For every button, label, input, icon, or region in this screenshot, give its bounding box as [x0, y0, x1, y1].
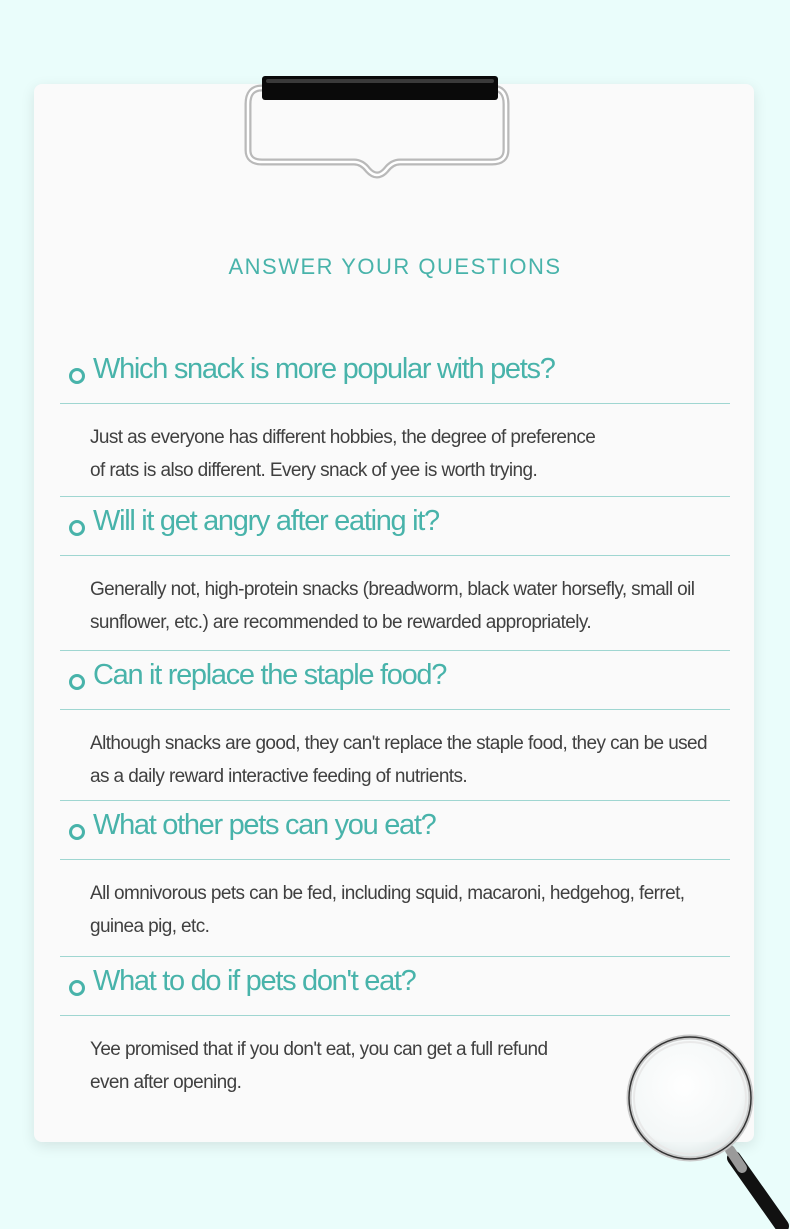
- answer-line: Although snacks are good, they can't replace the staple food, they can be used: [90, 733, 707, 754]
- question-row: [60, 651, 730, 709]
- answer-text: [90, 860, 730, 943]
- answer-line: even after opening.: [90, 1072, 242, 1093]
- question-row: [60, 957, 730, 1015]
- question-text: Will it get angry after eating it?: [93, 505, 439, 537]
- question-row: [60, 497, 730, 555]
- answer-line: Yee promised that if you don't eat, you can get a full refund: [90, 1039, 548, 1060]
- circle-bullet-icon: [69, 980, 85, 996]
- magnifying-glass-icon: [622, 1030, 790, 1229]
- answer-text: [90, 404, 730, 487]
- question-text: Can it replace the staple food?: [93, 659, 447, 691]
- circle-bullet-icon: [69, 368, 85, 384]
- answer-line: as a daily reward interactive feeding of nutrients.: [90, 766, 468, 787]
- answer-text: [90, 556, 730, 639]
- answer-line: Generally not, high-protein snacks (breadworm, black water horsefly, small oil: [90, 579, 695, 600]
- question-text: Which snack is more popular with pets?: [93, 353, 555, 385]
- question-text: What other pets can you eat?: [93, 809, 436, 841]
- question-text: What to do if pets don't eat?: [93, 965, 416, 997]
- faq-item-4: [60, 800, 730, 943]
- question-row: [60, 345, 730, 403]
- answer-line: guinea pig, etc.: [90, 916, 210, 937]
- answer-line: of rats is also different. Every snack of yee is worth trying.: [90, 460, 538, 481]
- faq-item-1: [60, 345, 730, 487]
- answer-line: sunflower, etc.) are recommended to be rewarded appropriately.: [90, 612, 592, 633]
- answer-text: [90, 710, 730, 793]
- answer-line: Just as everyone has different hobbies, the degree of preference: [90, 427, 596, 448]
- faq-item-3: [60, 650, 730, 793]
- faq-item-2: [60, 496, 730, 639]
- circle-bullet-icon: [69, 824, 85, 840]
- page-title: ANSWER YOUR QUESTIONS: [228, 254, 562, 279]
- circle-bullet-icon: [69, 520, 85, 536]
- answer-line: All omnivorous pets can be fed, including squid, macaroni, hedgehog, ferret,: [90, 883, 685, 904]
- question-row: [60, 801, 730, 859]
- clipboard-clip-icon: [244, 72, 510, 184]
- circle-bullet-icon: [69, 674, 85, 690]
